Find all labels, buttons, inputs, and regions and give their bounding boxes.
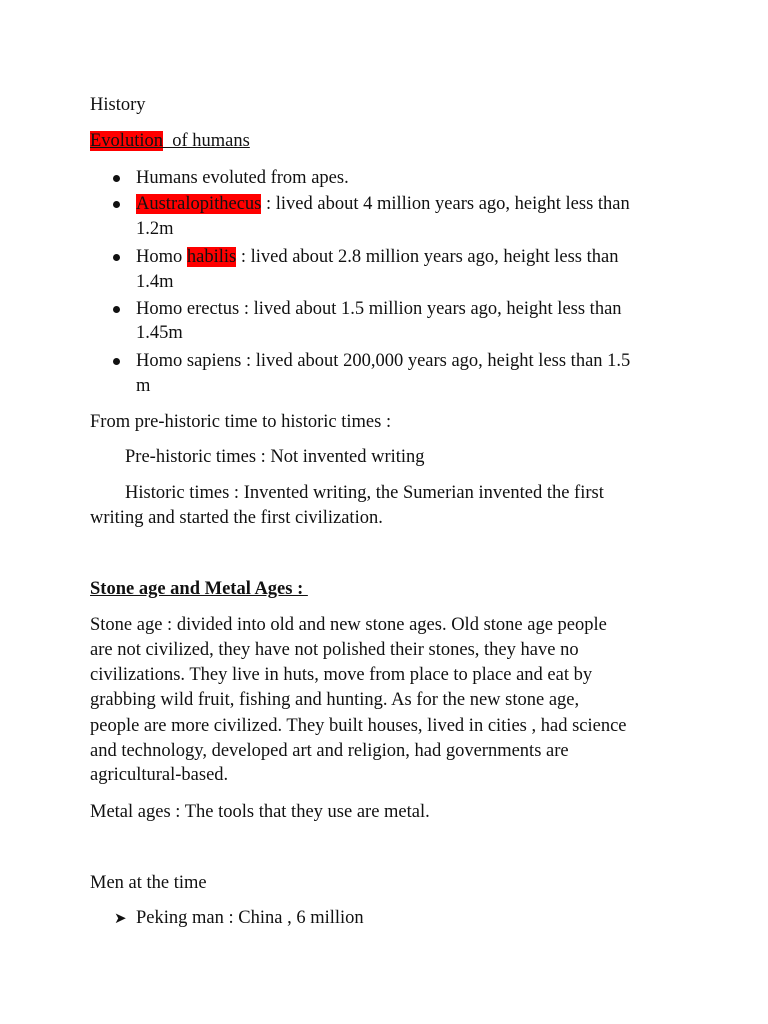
stone-age-line-5: people are more civilized. They built houses, lived in cities , had science (90, 716, 627, 736)
stone-age-line-6: and technology, developed art and religion, had governments are (90, 741, 569, 761)
prehistoric-intro: From pre-historic time to historic times : (90, 412, 392, 432)
bullet-item-4-cont: 1.45m (136, 323, 183, 343)
habilis-highlight: habilis (186, 247, 237, 267)
bullet-item-5: Homo sapiens : lived about 200,000 years ago, height less than 1.5 (136, 351, 631, 371)
historic-definition-line1: Historic times : Invented writing, the Sumerian invented the first (125, 483, 604, 503)
bullet-item-1: Humans evoluted from apes. (136, 168, 349, 188)
arrow-bullet-icon: ➤ (114, 909, 127, 927)
bullet-item-3: Homo habilis : lived about 2.8 million years ago, height less than (136, 247, 619, 267)
evolution-heading (90, 129, 250, 153)
men-at-time-heading: Men at the time (90, 873, 207, 893)
bullet-item-2: Australopithecus : lived about 4 million years ago, height less than (136, 194, 630, 214)
evolution-heading-rest: of humans (162, 131, 250, 151)
stone-age-line-2: are not civilized, they have not polished their stones, they have no (90, 640, 579, 660)
bullet-dot (113, 358, 120, 365)
evolution-highlight: Evolution (90, 131, 163, 151)
stone-metal-heading: Stone age and Metal Ages : (90, 579, 308, 599)
bullet-item-5-cont: m (136, 376, 151, 396)
stone-age-line-7: agricultural-based. (90, 765, 229, 785)
historic-definition-line2: writing and started the first civilization. (90, 508, 383, 528)
bullet-item-4: Homo erectus : lived about 1.5 million years ago, height less than (136, 299, 622, 319)
bullet-dot (113, 175, 120, 182)
document-title: History (90, 95, 146, 115)
bullet-item-3-cont: 1.4m (136, 272, 174, 292)
bullet-dot (113, 201, 120, 208)
metal-ages-text: Metal ages : The tools that they use are metal. (90, 802, 430, 822)
australopithecus-highlight: Australopithecus (136, 194, 262, 214)
bullet-dot (113, 306, 120, 313)
stone-age-line-4: grabbing wild fruit, fishing and hunting. As for the new stone age, (90, 690, 580, 710)
prehistoric-definition: Pre-historic times : Not invented writing (125, 447, 425, 467)
men-item-1: Peking man : China , 6 million (136, 908, 364, 928)
stone-age-line-3: civilizations. They live in huts, move from place to place and eat by (90, 665, 593, 685)
bullet-dot (113, 254, 120, 261)
bullet-item-2-cont: 1.2m (136, 219, 174, 239)
stone-age-line-1: Stone age : divided into old and new stone ages. Old stone age people (90, 615, 607, 635)
